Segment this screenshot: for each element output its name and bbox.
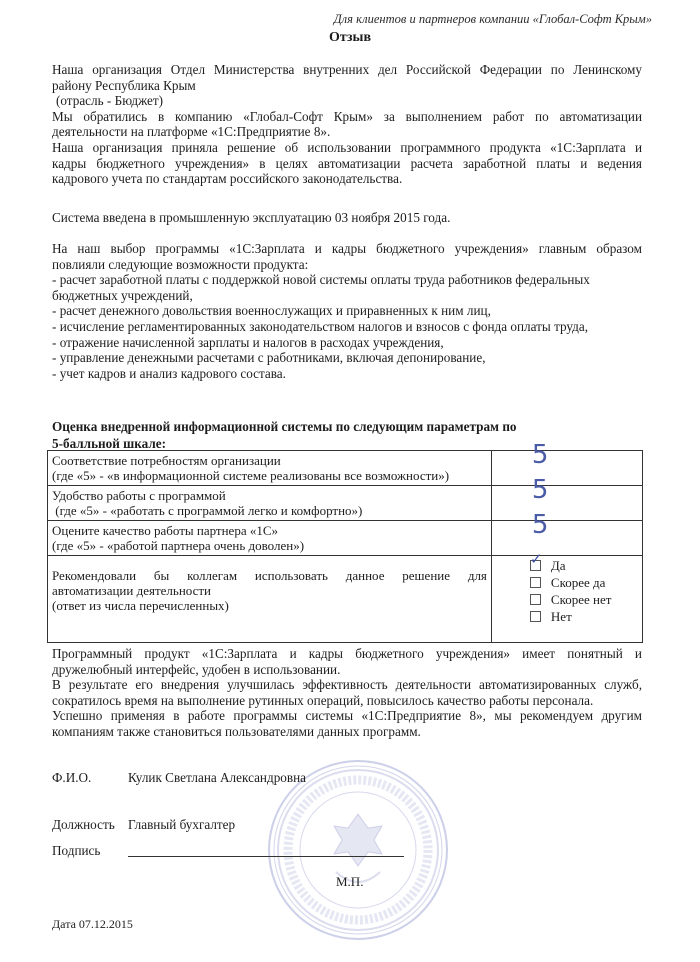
conclusion-line: компаниям также становиться пользователями данных программ. <box>52 723 421 739</box>
choice-line: На наш выбор программы «1С:Зарплата и кадры бюджетного учреждения» главным образом <box>52 241 642 256</box>
signature-label: Подпись <box>52 843 101 858</box>
criterion-cell <box>48 521 492 556</box>
recommend-question: Рекомендовали бы коллегам использовать данное решение для <box>52 568 487 583</box>
fio-row <box>52 770 307 786</box>
checkbox-icon[interactable] <box>530 577 541 588</box>
stamp-place-label: М.П. <box>336 874 364 889</box>
score-cell <box>491 510 642 556</box>
bullet-item: - расчет заработной платы с поддержкой новой системы оплаты труда работников федеральных <box>52 272 590 288</box>
choice-paragraph <box>52 241 642 381</box>
intro-line: кадрового учета по стандартам российского законодательства. <box>52 171 403 187</box>
position-value: Главный бухгалтер <box>128 817 236 832</box>
option-label: Скорее нет <box>550 592 612 607</box>
options-cell <box>491 556 642 643</box>
evaluation-heading <box>52 418 612 452</box>
criterion-title: Соответствие потребностям организации <box>52 453 281 468</box>
checkbox-icon[interactable] <box>530 611 541 622</box>
option-net[interactable] <box>496 609 638 624</box>
conclusion-line: В результате его внедрения улучшилась эффективность деятельности автоматизированных служб, <box>52 677 642 693</box>
intro-line: кадры бюджетного учреждения» в целях автоматизации расчета заработной платы и ведения <box>52 155 642 171</box>
criterion-cell <box>48 486 492 521</box>
fio-value: Кулик Светлана Александровна <box>128 770 307 785</box>
score-cell <box>491 475 642 521</box>
criterion-cell <box>48 451 492 486</box>
fio-label: Ф.И.О. <box>52 770 92 785</box>
table-row <box>48 521 643 556</box>
bullet-item: - исчисление регламентированных законодательством налогов и взносов с фонда оплаты труда, <box>52 318 589 334</box>
table-row <box>48 451 643 486</box>
position-label: Должность <box>52 817 115 832</box>
option-skoree-net[interactable] <box>496 592 638 607</box>
conclusion-line: Успешно применяя в работе программы системы «1С:Предприятие 8», мы рекомендуем другим <box>52 708 642 724</box>
recommend-note: (ответ из числа перечисленных) <box>52 598 229 613</box>
handwritten-score: 5 <box>531 475 549 505</box>
option-label: Скорее да <box>550 575 606 590</box>
criterion-note: (где «5» - «работать с программой легко и комфортно») <box>52 503 363 518</box>
intro-line: Наша организация приняла решение об использовании программного продукта «1С:Зарплата и <box>52 139 642 155</box>
criterion-note: (где «5» - «работой партнера очень доволен») <box>52 538 305 553</box>
table-row <box>48 486 643 521</box>
conclusion-line: дружелюбный интерфейс, удобен в использовании. <box>52 661 341 677</box>
checkbox-checked-icon[interactable] <box>530 560 541 571</box>
criterion-title: Удобство работы с программой <box>52 488 226 503</box>
conclusion-paragraph <box>52 646 642 740</box>
document-date: Дата 07.12.2015 <box>52 917 133 931</box>
bullet-item: - управление денежными расчетами с работниками, включая депонирование, <box>52 350 486 366</box>
bullet-item: бюджетных учреждений, <box>52 287 193 303</box>
commissioning-line: Система введена в промышленную эксплуатацию 03 ноября 2015 года. <box>52 210 451 225</box>
bullet-item: - расчет денежного довольствия военнослужащих и приравненных к ним лиц, <box>52 303 491 319</box>
criterion-title: Оцените качество работы партнера «1С» <box>52 523 279 538</box>
option-label: Нет <box>550 609 572 624</box>
recommend-cell <box>48 556 492 643</box>
stamp-emblem-icon <box>270 762 446 938</box>
page-title: Отзыв <box>328 30 372 45</box>
bullet-item: - отражение начисленной зарплаты и налогов в расходах учреждения, <box>52 334 444 350</box>
score-cell <box>491 440 642 486</box>
table-row <box>48 556 643 643</box>
evaluation-heading-line: Оценка внедренной информационной системы по следующим параметрам по <box>52 419 517 434</box>
intro-paragraph <box>52 62 642 187</box>
signature-row <box>52 843 100 859</box>
conclusion-line: Программный продукт «1С:Зарплата и кадры бюджетного учреждения» имеет понятный и <box>52 646 642 661</box>
commissioning-text <box>52 210 642 226</box>
intro-line: району Республика Крым <box>52 77 196 93</box>
official-stamp <box>268 760 448 940</box>
header-note: Для клиентов и партнеров компании «Глобал-Софт Крым» <box>333 12 652 26</box>
option-label: Да <box>550 558 566 573</box>
intro-line: Мы обратились в компанию «Глобал-Софт Крым» за выполнением работ по автоматизации <box>52 108 642 124</box>
option-skoree-da[interactable] <box>496 575 638 590</box>
bullet-item: - учет кадров и анализ кадрового состава. <box>52 365 286 381</box>
checkbox-icon[interactable] <box>530 594 541 605</box>
position-row <box>52 817 236 833</box>
conclusion-line: сократилось время на выполнение рутинных операций, повысилось качество работы персонала. <box>52 692 594 708</box>
handwritten-score: 5 <box>531 510 549 540</box>
criterion-note: (где «5» - «в информационной системе реализованы все возможности») <box>52 468 450 483</box>
evaluation-heading-line: 5-балльной шкале: <box>52 436 167 451</box>
intro-line: (отрасль - Бюджет) <box>56 93 164 109</box>
intro-line: деятельности на платформе «1С:Предприятие 8». <box>52 124 331 140</box>
handwritten-score: 5 <box>531 440 549 470</box>
recommend-question: автоматизации деятельности <box>52 583 212 598</box>
option-da[interactable] <box>496 558 638 573</box>
intro-line: Наша организация Отдел Министерства внутренних дел Российской Федерации по Ленинскому <box>52 62 642 77</box>
choice-line: повлияли следующие возможности продукта: <box>52 256 309 272</box>
signature-line <box>128 856 404 857</box>
